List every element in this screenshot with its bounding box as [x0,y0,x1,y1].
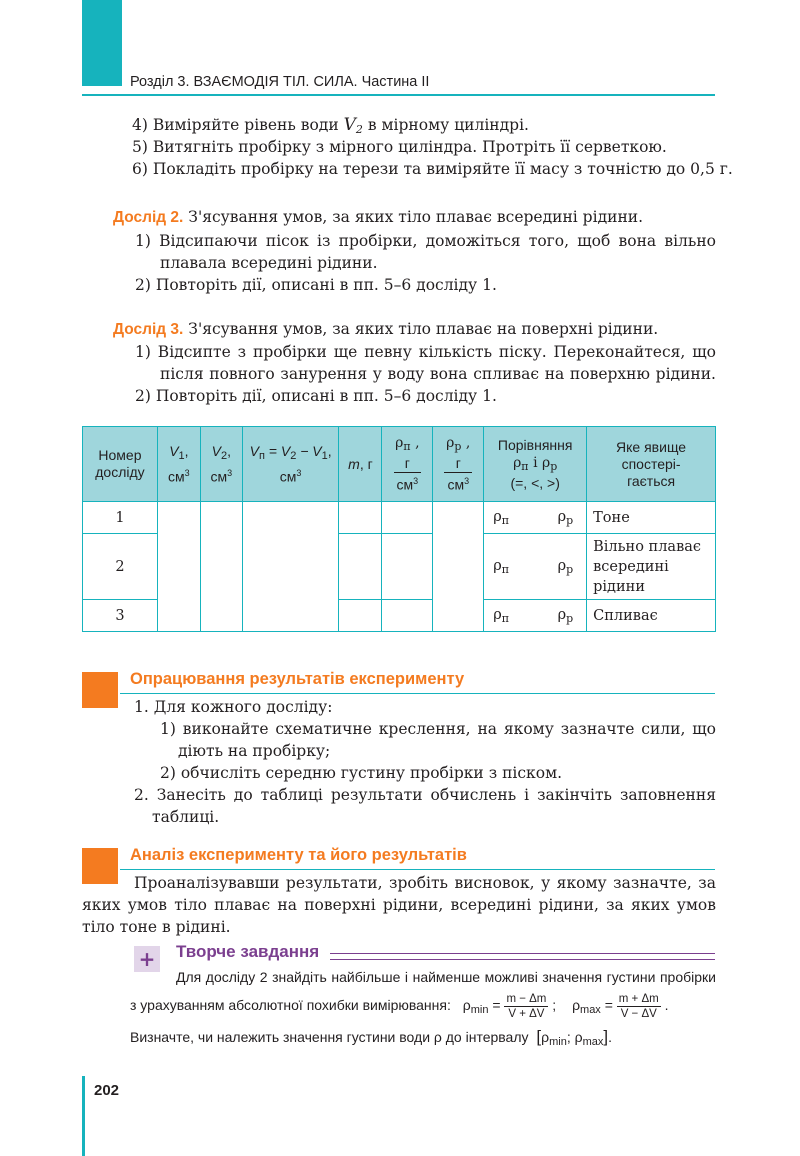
col-header-observation: Яке явище спостері- гається [587,427,716,502]
row-number: 3 [83,600,158,632]
chapter-header: Розділ 3. ВЗАЄМОДІЯ ТІЛ. СИЛА. Частина II [130,74,430,90]
observation-cell: Вільно плаває всередині рідини [587,534,716,600]
vp-cell [242,502,339,632]
analysis-p3: тіло тоне в рідині. [82,918,231,936]
table-header-row [83,427,716,502]
footer-accent-bar [82,1076,85,1156]
creative-line-1: Для досліду 2 знайдіть найбільше і найменше можливі значення густини пробірки [176,969,716,985]
step-6: 6) Покладіть пробірку на терези та виміряйте її масу з точністю до 0,5 г. [132,160,733,178]
analysis-title: Аналіз експерименту та його результатів [130,846,467,864]
processing-rule [120,693,715,694]
processing-item-2a: 2. Занесіть до таблиці результати обчислень і закінчіть заповнення [134,786,716,804]
v2-cell [200,502,242,632]
mass-cell [339,534,382,600]
col-header-comparison: Порівняння $\rho_п$ і $\rho_р$ (=, <, >) [484,427,587,502]
processing-item-1-2: 2) обчисліть середню густину пробірки з піском. [160,764,563,782]
plus-icon: + [134,946,160,972]
creative-line-2: з урахуванням абсолютної похибки вимірювання: $\rho_{min}$ = $\frac{m - \Delta m}{V + \Delta V}$ ; $\rho_{max}$ = $\frac{m + \Delta m}{V - \Delta V}$ . [130,992,669,1020]
creative-line-3: Визначте, чи належить значення густини води ρ до інтервалу [$\rho_{min}$; $\rho_{max}$]. [130,1027,612,1048]
exp2-item-1b: плавала всередині рідини. [160,254,378,272]
rho-max-formula: $\rho_{max}$ = $\frac{m + \Delta m}{V - \Delta V}$ . [572,992,669,1020]
experiment-2-label: Дослід 2. [113,209,184,226]
experiment-3-heading: Дослід 3. З'ясування умов, за яких тіло плаває на поверхні рідини. [113,320,659,338]
mass-cell [339,600,382,632]
processing-item-1-1a: 1) виконайте схематичне креслення, на якому зазначте сили, що [160,720,716,738]
processing-section-icon [82,672,118,708]
creative-rule [330,953,715,960]
col-header-rho-r: $\rho_р$ , $\frac{г}{см^3}$ [433,427,484,502]
exp2-item-2: 2) Повторіть дії, описані в пп. 5–6 досліду 1. [135,276,497,294]
rho-p-cell [382,534,433,600]
analysis-section-icon [82,848,118,884]
col-header-v1: $V_1$, $см^3$ [157,427,200,502]
analysis-p2: яких умов тіло плаває на поверхні рідини, всередині рідини, за яких умов [82,896,716,914]
col-header-v2: $V_2$, $см^3$ [200,427,242,502]
comparison-cell: $\rho_п$ $\rho_р$ [484,600,587,632]
col-header-rho-p: $\rho_п$ , $\frac{г}{см^3}$ [382,427,433,502]
rho-p-cell [382,502,433,534]
processing-item-1: 1. Для кожного досліду: [134,698,333,716]
comparison-cell: $\rho_п$ $\rho_р$ [484,534,587,600]
step-5: 5) Витягніть пробірку з мірного циліндра. Протріть її серветкою. [132,138,667,156]
processing-item-1-1b: діють на пробірку; [178,742,331,760]
experiment-2-heading: Дослід 2. З'ясування умов, за яких тіло плаває всередині рідини. [113,208,644,226]
rho-r-cell [433,502,484,632]
results-table [82,426,716,632]
processing-item-2b: таблиці. [152,808,220,826]
exp3-item-1b: після повного занурення у воду вона спливає на поверхню рідини. [160,365,716,383]
analysis-rule [120,869,715,870]
mass-cell [339,502,382,534]
col-header-number: Номер досліду [83,427,158,502]
row-number: 1 [83,502,158,534]
row-number: 2 [83,534,158,600]
table-row [83,502,716,534]
exp3-item-1a: 1) Відсипте з пробірки ще певну кількість піску. Переконайтеся, що [135,343,716,361]
col-header-mass: m, г [339,427,382,502]
step-4: 4) Виміряйте рівень води $V_2$ в мірному циліндрі. [132,115,529,136]
experiment-3-label: Дослід 3. [113,321,184,338]
processing-title: Опрацювання результатів експерименту [130,670,465,688]
observation-cell: Спливає [587,600,716,632]
exp2-item-1a: 1) Відсипаючи пісок із пробірки, доможіться того, щоб вона вільно [135,232,716,250]
header-rule [82,94,715,96]
exp3-item-2: 2) Повторіть дії, описані в пп. 5–6 досліду 1. [135,387,497,405]
analysis-p1: Проаналізувавши результати, зробіть висновок, у якому зазначте, за [134,874,716,892]
rho-min-formula: $\rho_{min}$ = $\frac{m - \Delta m}{V + \Delta V}$ ; [462,992,557,1020]
creative-task-title: Творче завдання [176,942,320,961]
header-accent-bar [82,0,122,86]
page-number: 202 [94,1082,120,1099]
comparison-cell: $\rho_п$ $\rho_р$ [484,502,587,534]
col-header-vp: $V_п = V_2 - V_1$, $см^3$ [242,427,339,502]
v1-cell [157,502,200,632]
v2-symbol: $V_2$ [343,115,363,136]
rho-p-cell [382,600,433,632]
observation-cell: Тоне [587,502,716,534]
